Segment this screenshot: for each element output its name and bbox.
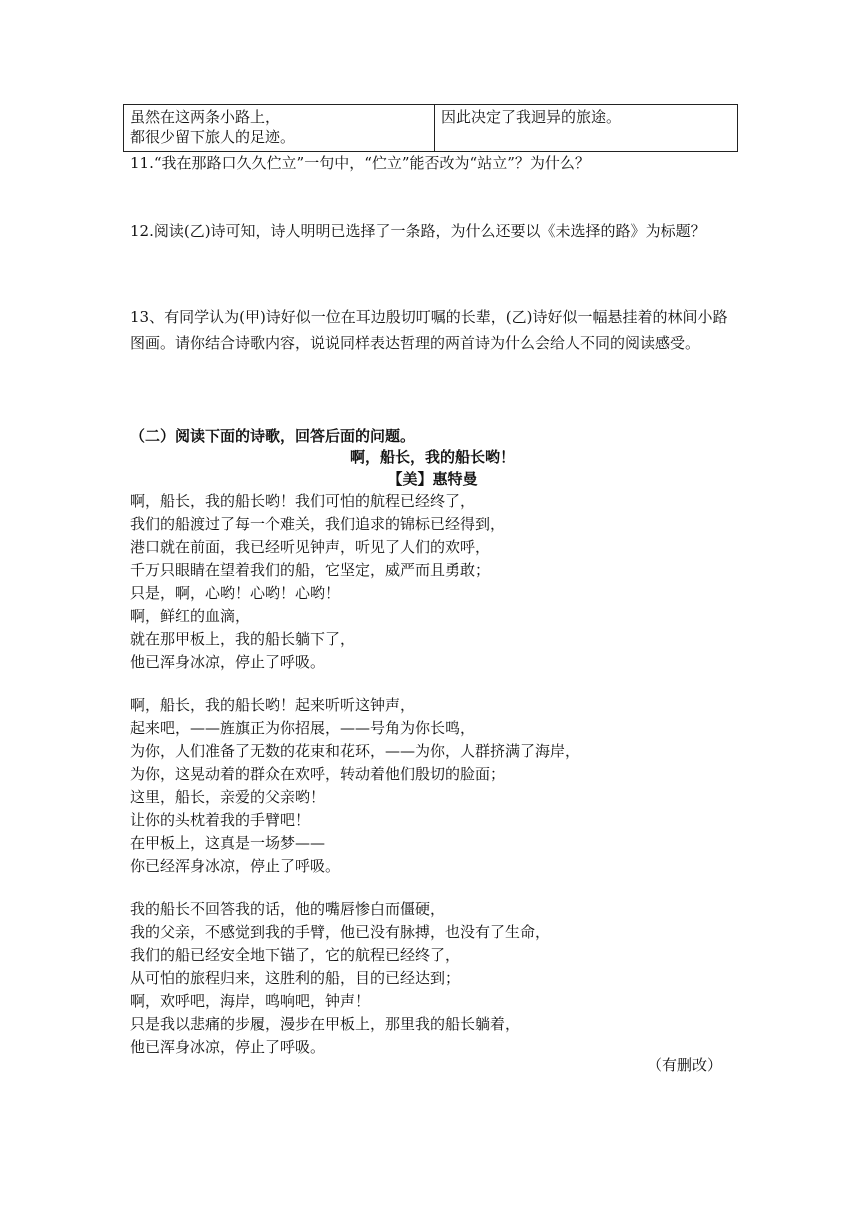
stanza1-line-4: 千万只眼睛在望着我们的船，它坚定，威严而且勇敢；: [130, 561, 491, 579]
stanza1-line-7: 就在那甲板上，我的船长躺下了，: [130, 630, 356, 648]
stanza2-line-8: 你已经浑身冰凉，停止了呼吸。: [130, 857, 341, 875]
stanza2-line-5: 这里，船长，亲爱的父亲哟！: [130, 788, 326, 806]
poem-author: 【美】惠特曼: [387, 470, 478, 488]
poem-table: [123, 104, 738, 152]
stanza2-line-2: 起来吧，——旌旗正为你招展，——号角为你长鸣，: [130, 719, 476, 737]
stanza3-line-3: 我们的船已经安全地下锚了，它的航程已经终了，: [130, 946, 461, 964]
stanza3-line-4: 从可怕的旅程归来，这胜利的船，目的已经达到；: [130, 969, 461, 987]
table-cell-right: 因此决定了我迥异的旅途。: [435, 105, 738, 152]
table-cell-left-line-1: 虽然在这两条小路上，: [130, 108, 281, 126]
poem-title: 啊，船长，我的船长哟！: [349, 448, 515, 466]
stanza1-line-3: 港口就在前面，我已经听见钟声，听见了人们的欢呼，: [130, 538, 491, 556]
stanza2-line-4: 为你，这晃动着的群众在欢呼，转动着他们殷切的脸面；: [130, 765, 506, 783]
stanza3-line-1: 我的船长不回答我的话，他的嘴唇惨白而僵硬，: [130, 900, 446, 918]
stanza1-line-2: 我们的船渡过了每一个难关，我们追求的锦标已经得到，: [130, 515, 506, 533]
question-11: 11.“我在那路口久久伫立”一句中，“伫立”能否改为“站立”？为什么？: [130, 154, 590, 172]
stanza3-line-7: 他已浑身冰凉，停止了呼吸。: [130, 1038, 326, 1056]
question-12: 12.阅读(乙)诗可知，诗人明明已选择了一条路，为什么还要以《未选择的路》为标题？: [130, 222, 706, 240]
table-cell-left-line-2: 都很少留下旅人的足迹。: [130, 128, 296, 146]
stanza2-line-3: 为你，人们准备了无数的花束和花环，——为你，人群挤满了海岸，: [130, 742, 581, 760]
stanza1-line-6: 啊，鲜红的血滴，: [130, 607, 251, 625]
stanza2-line-7: 在甲板上，这真是一场梦——: [130, 834, 326, 852]
stanza3-line-5: 啊，欢呼吧，海岸，鸣响吧，钟声！: [130, 992, 371, 1010]
stanza2-line-1: 啊，船长，我的船长哟！起来听听这钟声，: [130, 696, 416, 714]
stanza3-line-6: 只是我以悲痛的步履，漫步在甲板上，那里我的船长躺着，: [130, 1015, 521, 1033]
table-cell-left: [124, 105, 435, 152]
section-heading: （二）阅读下面的诗歌，回答后面的问题。: [130, 427, 416, 445]
stanza1-line-8: 他已浑身冰凉，停止了呼吸。: [130, 653, 326, 671]
stanza2-line-6: 让你的头枕着我的手臂吧！: [130, 811, 311, 829]
question-13: 13、有同学认为(甲)诗好似一位在耳边殷切叮嘱的长辈，(乙)诗好似一幅悬挂着的林间小路图画。请你结合诗歌内容，说说同样表达哲理的两首诗为什么会给人不同的阅读感受。: [130, 308, 728, 352]
stanza1-line-1: 啊，船长，我的船长哟！我们可怕的航程已经终了，: [130, 492, 476, 510]
stanza3-line-2: 我的父亲，不感觉到我的手臂，他已没有脉搏，也没有了生命，: [130, 923, 551, 941]
edit-note: （有删改）: [646, 1056, 722, 1074]
stanza1-line-5: 只是，啊，心哟！心哟！心哟！: [130, 584, 341, 602]
